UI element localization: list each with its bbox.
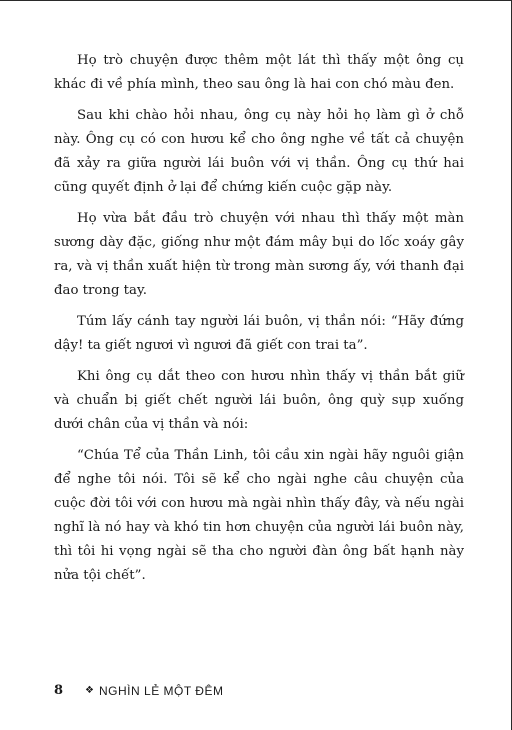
paragraph-1: Họ trò chuyện được thêm một lát thì thấy một ông cụ khác đi về phía mình, theo sau ông là hai con chó màu đen. xyxy=(54,53,464,92)
paragraph-5: Khi ông cụ dắt theo con hươu nhìn thấy vị thần bắt giữ và chuẩn bị giết chết người lái buôn, ông quỳ sụp xuống dưới chân của vị thần và nói: xyxy=(54,369,464,432)
running-title: NGHÌN LẺ MỘT ĐÊM xyxy=(99,683,224,698)
ornament-icon: ❖ xyxy=(85,685,95,696)
paragraph-2: Sau khi chào hỏi nhau, ông cụ này hỏi họ làm gì ở chỗ này. Ông cụ có con hươu kể cho ông nghe về tất cả chuyện đã xảy ra giữa người lái buôn với vị thần. Ông cụ thứ hai cũng quyết định ở lại để chứng kiến cuộc gặp này. xyxy=(54,108,464,195)
page-number: 8 xyxy=(54,683,64,698)
page-footer xyxy=(54,683,223,698)
paragraph-3: Họ vừa bắt đầu trò chuyện với nhau thì thấy một màn sương dày đặc, giống như một đám mây bụi do lốc xoáy gây ra, và vị thần xuất hiện từ trong màn sương ấy, với thanh đại đao trong tay. xyxy=(54,211,464,298)
paragraph-4: Túm lấy cánh tay người lái buôn, vị thần nói: “Hãy đứng dậy! ta giết ngươi vì ngươi đã giết con trai ta”. xyxy=(54,314,464,353)
body-text xyxy=(54,49,464,595)
paragraph-6: “Chúa Tể của Thần Linh, tôi cầu xin ngài hãy nguôi giận để nghe tôi nói. Tôi sẽ kể cho ngài nghe câu chuyện của cuộc đời tôi với con hươu mà ngài nhìn thấy đây, và nếu ngài nghĩ là nó hay và khó tin hơn chuyện của người lái buôn này, thì tôi hi vọng ngài sẽ tha cho người đàn ông bất hạnh này nửa tội chết”. xyxy=(54,448,464,583)
